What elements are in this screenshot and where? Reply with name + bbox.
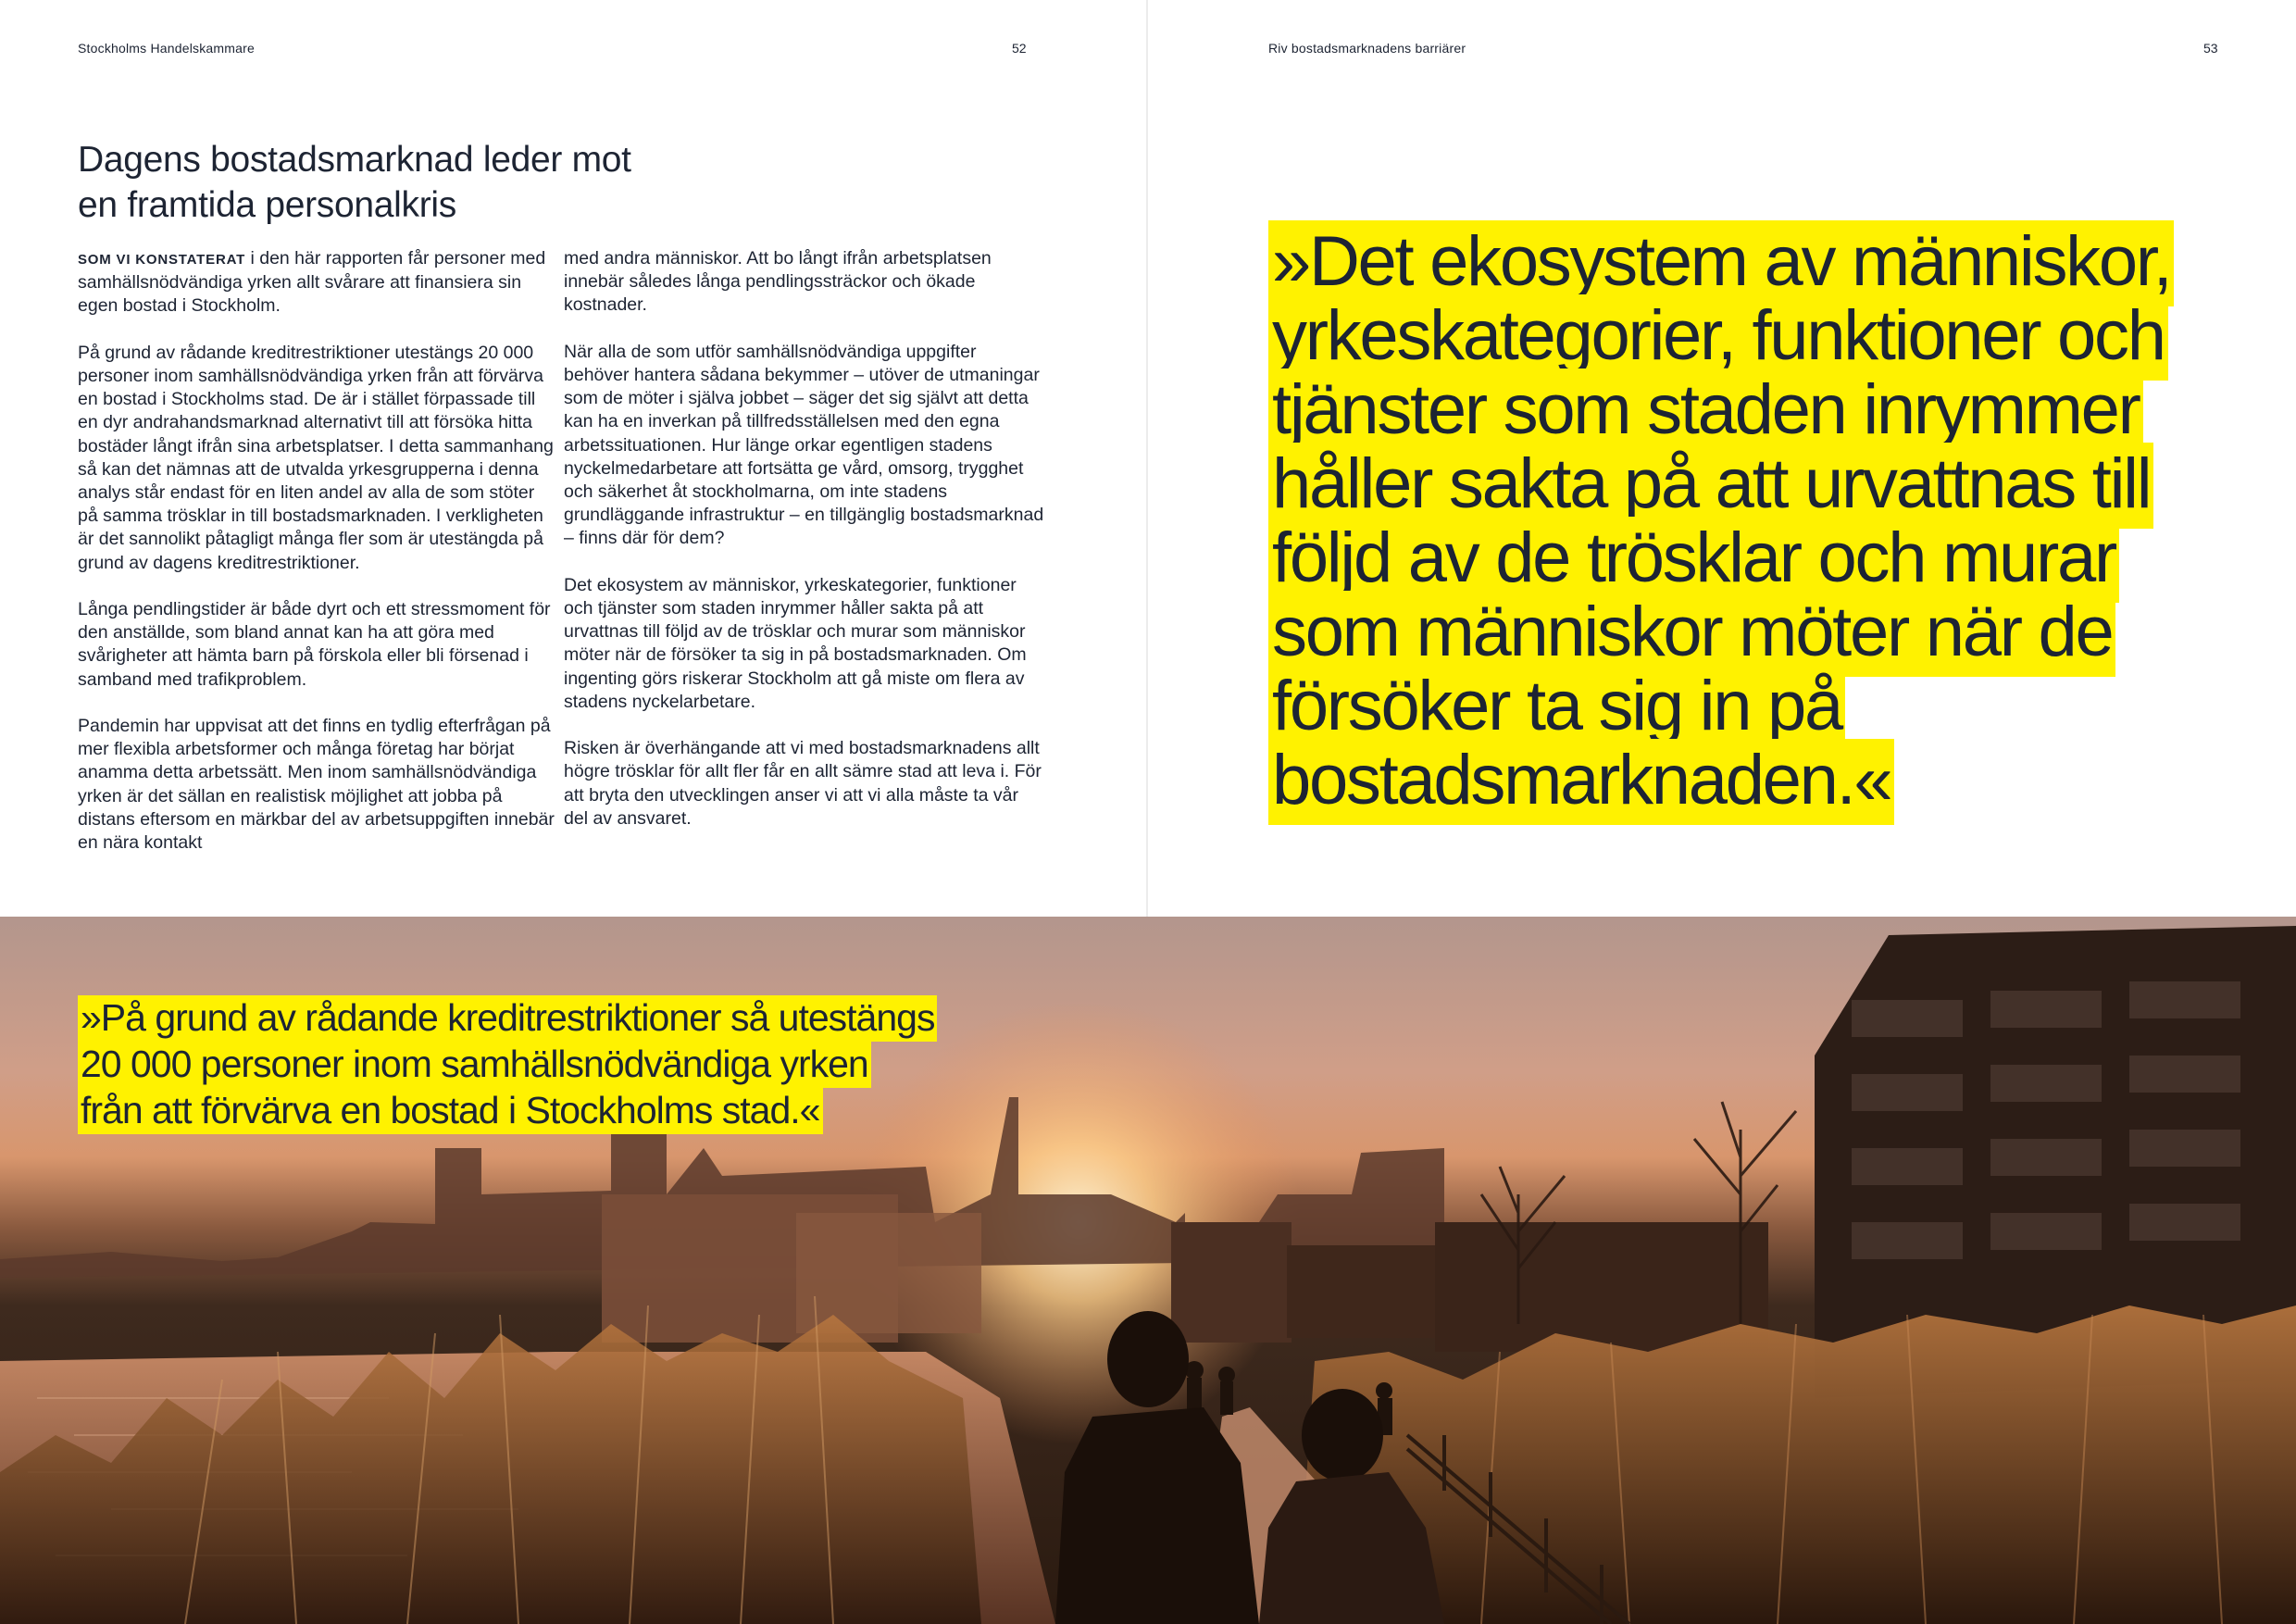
photo-pull-quote: [78, 994, 939, 1133]
pull-quote: [1268, 222, 2203, 819]
page-number-left: 52: [1012, 41, 1027, 56]
paragraph: På grund av rådande kreditrestriktioner utestängs 20 000 personer inom samhällsnödvändiga yrken från att förvärva en bostad i Stockholms stad. De är i stället förpassade till en dyr andrahandsmarknad alternativt till att försöka hitta bostäder långt ifrån sina arbetsplatser. I detta sammanhang så kan det nämnas att de utvalda yrkesgrupperna i denna analys står endast för en liten andel av alla de som stöter på samma trösklar in till bostadsmarknaden. I verkligheten är det sannolikt påtagligt många fler som är utestängda på grund av dagens kreditrestriktioner.: [78, 342, 554, 573]
paragraph: Det ekosystem av människor, yrkeskategorier, funktioner och tjänster som staden inrymmer håller sakta på att urvattnas till följd av de trösklar och murar som människor möter när de försöker ta sig in på bostadsmarknaden. Om ingenting görs riskerar Stockholm att gå miste om flera av stadens nyckelarbetare.: [564, 574, 1027, 712]
paragraph: med andra människor. Att bo långt ifrån arbetsplatsen innebär således långa pendlingssträckor och ökade kostnader.: [564, 248, 992, 316]
running-head-left: Stockholms Handelskammare: [78, 41, 255, 56]
paragraph-text: i den här rapporten får personer med samhällsnödvändiga yrken allt svårare att finansiera sin egen bostad i Stockholm.: [78, 248, 546, 317]
text-column-1: [78, 247, 559, 878]
paragraph: Långa pendlingstider är både dyrt och ett stressmoment för den anställde, som bland annat kan ha att göra med svårigheter att hämta barn på förskola eller bli försenad i samband med trafikproblem.: [78, 599, 551, 690]
lead-in: SOM VI KONSTATERAT: [78, 252, 246, 268]
pull-quote-text: »Det ekosystem av människor, yrkeskategorier, funktioner och tjänster som staden inrymmer håller sakta på att urvattnas till följd av de trösklar och murar som människor möter när de försöker ta sig in på bostadsmarknaden.«: [1268, 220, 2174, 825]
paragraph: Pandemin har uppvisat att det finns en tydlig efterfrågan på mer flexibla arbetsformer och många företag har börjat anamma detta arbetssätt. Men inom samhällsnödvändiga yrken är det sällan en realistisk möjlighet att jobba på distans eftersom en märkbar del av arbetsuppgiften innebär en nära kontakt: [78, 716, 555, 854]
paragraph: När alla de som utför samhällsnödvändiga uppgifter behöver hantera sådana bekymmer – utöver de utmaningar som de möter i själva jobbet – säger det sig självt att detta kan ha en inverkan på tillfredsställelsen med den egna arbetssituationen. Hur länge orkar egentligen stadens nyckelmedarbetare att fortsätta ge vård, omsorg, trygghet och säkerhet åt stockholmarna, om inte stadens grundläggande infrastruktur – en tillgänglig bostadsmarknad – finns där för dem?: [564, 341, 1044, 549]
article-heading: Dagens bostadsmarknad leder mot en framtida personalkris: [78, 140, 631, 225]
running-head-right: Riv bostadsmarknadens barriärer: [1268, 41, 1466, 56]
photo-quote-text: »På grund av rådande kreditrestriktioner så utestängs 20 000 personer inom samhällsnödvändiga yrken från att förvärva en bostad i Stockholms stad.«: [78, 995, 937, 1134]
paragraph: [78, 247, 559, 319]
text-column-2: [564, 247, 1045, 854]
paragraph: Risken är överhängande att vi med bostadsmarknadens allt högre trösklar för allt fler får en allt sämre stad att leva i. För att bryta den utvecklingen anser vi att vi alla måste ta vår del av ansvaret.: [564, 738, 1042, 829]
page-number-right: 53: [2203, 41, 2218, 56]
